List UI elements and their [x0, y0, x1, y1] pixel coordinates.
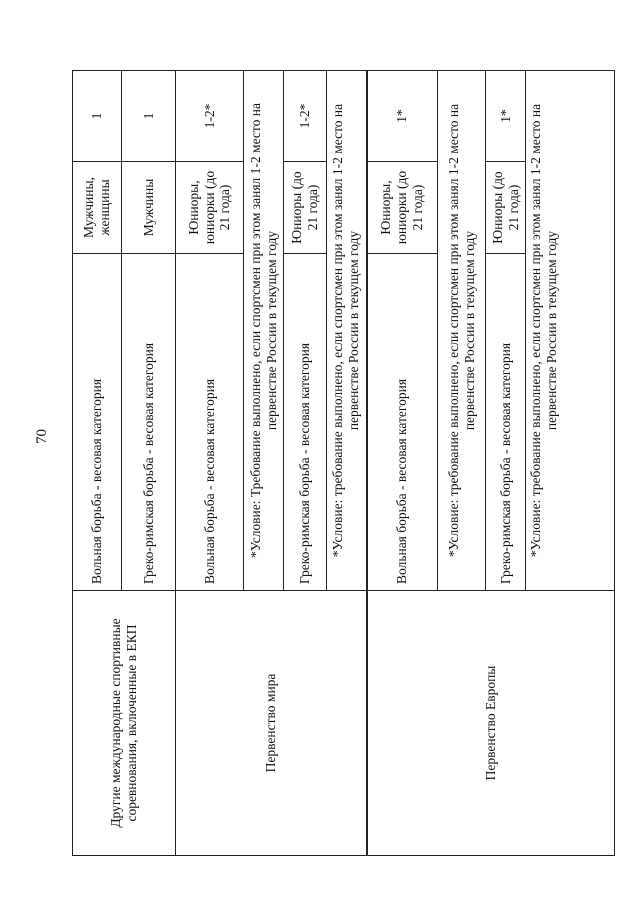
discipline-cell: Вольная борьба - весовая категория: [367, 254, 438, 591]
group-cell: Юниоры, юниорки (до 21 года): [367, 162, 438, 254]
condition-cell: *Условие: требование выполнено, если спортсмен при этом занял 1-2 место на первенстве России в текущем году: [438, 71, 486, 591]
place-cell: 1: [122, 71, 176, 162]
group-cell: Юниоры, юниорки (до 21 года): [176, 162, 244, 254]
group-cell: Мужчины: [122, 162, 176, 254]
table-row: [73, 71, 122, 856]
discipline-cell: Вольная борьба - весовая категория: [73, 254, 122, 591]
group-cell: Юниоры (до 21 года): [284, 162, 327, 254]
group-cell: Мужчины, женщины: [73, 162, 122, 254]
table-row: [176, 71, 244, 856]
place-cell: 1*: [367, 71, 438, 162]
place-cell: 1-2*: [176, 71, 244, 162]
discipline-cell: Греко-римская борьба - весовая категория: [486, 254, 526, 591]
requirements-table: [72, 70, 615, 856]
place-cell: 1: [73, 71, 122, 162]
condition-cell: *Условие: Требование выполнено, если спортсмен при этом занял 1-2 место на первенстве России в текущем году: [244, 71, 284, 591]
discipline-cell: Греко-римская борьба - весовая категория: [284, 254, 327, 591]
place-cell: 1-2*: [284, 71, 327, 162]
rotated-page-content: [72, 71, 614, 856]
condition-cell: *Условие: требование выполнено, если спортсмен при этом занял 1-2 место на первенстве России в текущем году: [526, 71, 615, 591]
competition-cell: Другие международные спортивные соревнования, включенные в ЕКП: [73, 591, 176, 856]
discipline-cell: Греко-римская борьба - весовая категория: [122, 254, 176, 591]
competition-cell: Первенство мира: [176, 591, 367, 856]
condition-cell: *Условие: требование выполнено, если спортсмен при этом занял 1-2 место на первенстве России в текущем году: [327, 71, 367, 591]
table-row: [367, 71, 438, 856]
group-cell: Юниоры (до 21 года): [486, 162, 526, 254]
competition-cell: Первенство Европы: [367, 591, 615, 856]
discipline-cell: Вольная борьба - весовая категория: [176, 254, 244, 591]
page-number: 70: [34, 429, 50, 444]
place-cell: 1*: [486, 71, 526, 162]
